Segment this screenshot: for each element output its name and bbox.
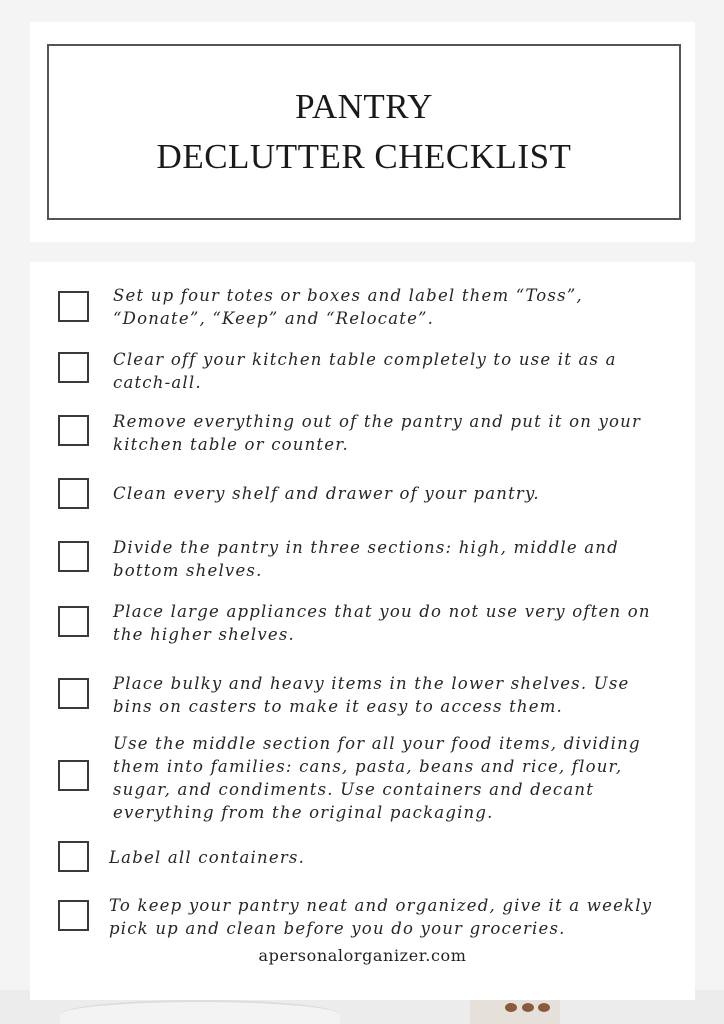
checkbox[interactable] bbox=[58, 415, 89, 446]
checklist-item-text: Set up four totes or boxes and label them “Toss”, “Donate”, “Keep” and “Relocate”. bbox=[113, 286, 583, 328]
checklist-item-text: Place bulky and heavy items in the lower shelves. Use bins on casters to make it easy to access them. bbox=[113, 674, 630, 716]
checkbox[interactable] bbox=[58, 760, 89, 791]
checklist-item-text: Label all containers. bbox=[109, 848, 306, 867]
checklist-item-text: Divide the pantry in three sections: high, middle and bottom shelves. bbox=[113, 538, 619, 580]
checkbox[interactable] bbox=[58, 678, 89, 709]
checklist-item-text: Remove everything out of the pantry and put it on your kitchen table or counter. bbox=[113, 412, 642, 454]
background-nut bbox=[505, 1003, 517, 1012]
checkbox[interactable] bbox=[58, 841, 89, 872]
checkbox[interactable] bbox=[58, 900, 89, 931]
checkbox[interactable] bbox=[58, 352, 89, 383]
background-nut bbox=[538, 1003, 550, 1012]
background-bowl bbox=[60, 1000, 340, 1024]
background-nut bbox=[522, 1003, 534, 1012]
checklist-item-text: Clean every shelf and drawer of your pantry. bbox=[113, 484, 540, 503]
checkbox[interactable] bbox=[58, 606, 89, 637]
title-line-1: PANTRY bbox=[295, 87, 433, 126]
checkbox[interactable] bbox=[58, 541, 89, 572]
checklist-item-text: Clear off your kitchen table completely to use it as a catch-all. bbox=[113, 350, 617, 392]
checkbox[interactable] bbox=[58, 478, 89, 509]
checklist-item-text: Place large appliances that you do not use very often on the higher shelves. bbox=[113, 602, 651, 644]
checkbox[interactable] bbox=[58, 291, 89, 322]
checklist-item-text: Use the middle section for all your food items, dividing them into families: cans, pasta, beans and rice, flour, sugar, and condiments. Use containers and decant everything from the original packaging. bbox=[113, 734, 641, 822]
website-link[interactable]: apersonalorganizer.com bbox=[258, 946, 467, 965]
checklist-item-text: To keep your pantry neat and organized, give it a weekly pick up and clean before you do your groceries. bbox=[109, 896, 653, 938]
checklist-card bbox=[30, 262, 695, 1000]
title-line-2: DECLUTTER CHECKLIST bbox=[156, 137, 572, 176]
title-frame bbox=[47, 44, 681, 220]
title-card bbox=[30, 22, 695, 242]
